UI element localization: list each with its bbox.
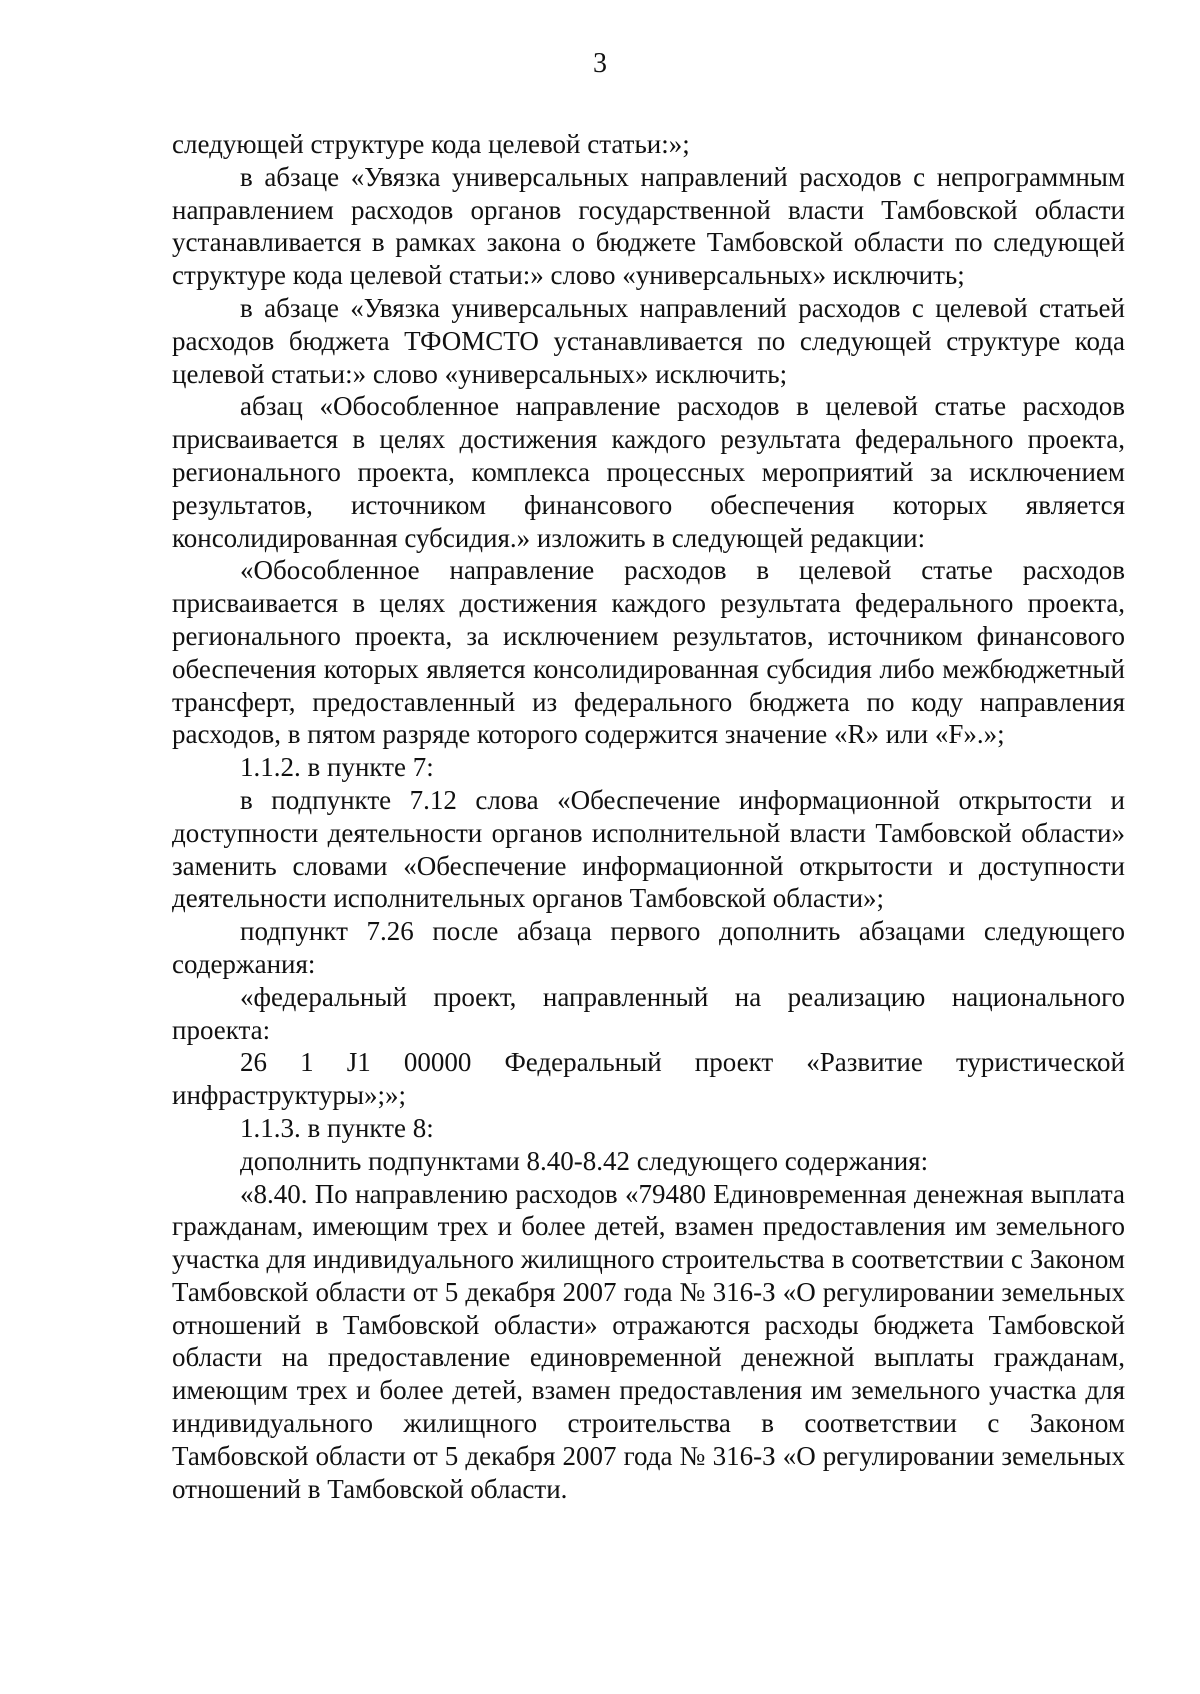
page-number: 3 [593, 48, 607, 79]
paragraph-federal-project: «федеральный проект, направленный на реализацию национального проекта: [172, 981, 1125, 1045]
paragraph-add-subitems: дополнить подпунктами 8.40-8.42 следующего содержания: [240, 1145, 929, 1176]
paragraph-subitem-8-40: «8.40. По направлению расходов «79480 Единовременная денежная выплата гражданам, имеющим трех и более детей, взамен предоставления им земельного участка для индивидуального жилищного строительства в соответствии с Законом Тамбовской области от 5 декабря 2007 года № 316-З «О регулировании земельных отношений в Тамбовской области» отражаются расходы бюджета Тамбовской области на предоставление единовременной денежной выплаты гражданам, имеющим трех и более детей, взамен предоставления им земельного участка для индивидуального жилищного строительства в соответствии с Законом Тамбовской области от 5 декабря 2007 года № 316-З «О регулировании земельных отношений в Тамбовской области. [172, 1178, 1125, 1504]
paragraph-nonprogram-link: в абзаце «Увязка универсальных направлений расходов с непрограммным направлением расходов органов государственной власти Тамбовской области устанавливается в рамках закона о бюджете Тамбовской области по следующей структуре кода целевой статьи:» слово «универсальных» исключить; [172, 161, 1125, 291]
document-body [172, 128, 1125, 1505]
paragraph-subitem-7-12: в подпункте 7.12 слова «Обеспечение информационной открытости и доступности деятельности органов исполнительной власти Тамбовской области» заменить словами «Обеспечение информационной открытости и доступности деятельности исполнительных органов Тамбовской области»; [172, 784, 1125, 914]
paragraph-subitem-7-26: подпункт 7.26 после абзаца первого дополнить абзацами следующего содержания: [172, 916, 1125, 979]
paragraph-code-26-1-j1: 26 1 J1 00000 Федеральный проект «Развитие туристической инфраструктуры»;»; [172, 1047, 1125, 1111]
paragraph-separate-direction: абзац «Обособленное направление расходов в целевой статье расходов присваивается в целях достижения каждого результата федерального проекта, регионального проекта, комплекса процессных мероприятий за исключением результатов, источником финансового обеспечения которых является консолидированная субсидия.» изложить в следующей редакции: [172, 391, 1125, 553]
paragraph-item-1-1-3: 1.1.3. в пункте 8: [240, 1112, 434, 1143]
paragraph-tfomsto-link: в абзаце «Увязка универсальных направлений расходов с целевой статьей расходов бюджета ТФОМСТО устанавливается по следующей структуре кода целевой статьи:» слово «универсальных» исключить; [172, 292, 1125, 389]
paragraph-new-wording: «Обособленное направление расходов в целевой статье расходов присваивается в целях достижения каждого результата федерального проекта, регионального проекта, за исключением результатов, источником финансового обеспечения которых является консолидированная субсидия либо межбюджетный трансферт, предоставленный из федерального бюджета по коду направления расходов, в пятом разряде которого содержится значение «R» или «F».»; [172, 555, 1125, 750]
paragraph-continuation: следующей структуре кода целевой статьи:»; [172, 129, 690, 159]
paragraph-item-1-1-2: 1.1.2. в пункте 7: [240, 752, 434, 783]
